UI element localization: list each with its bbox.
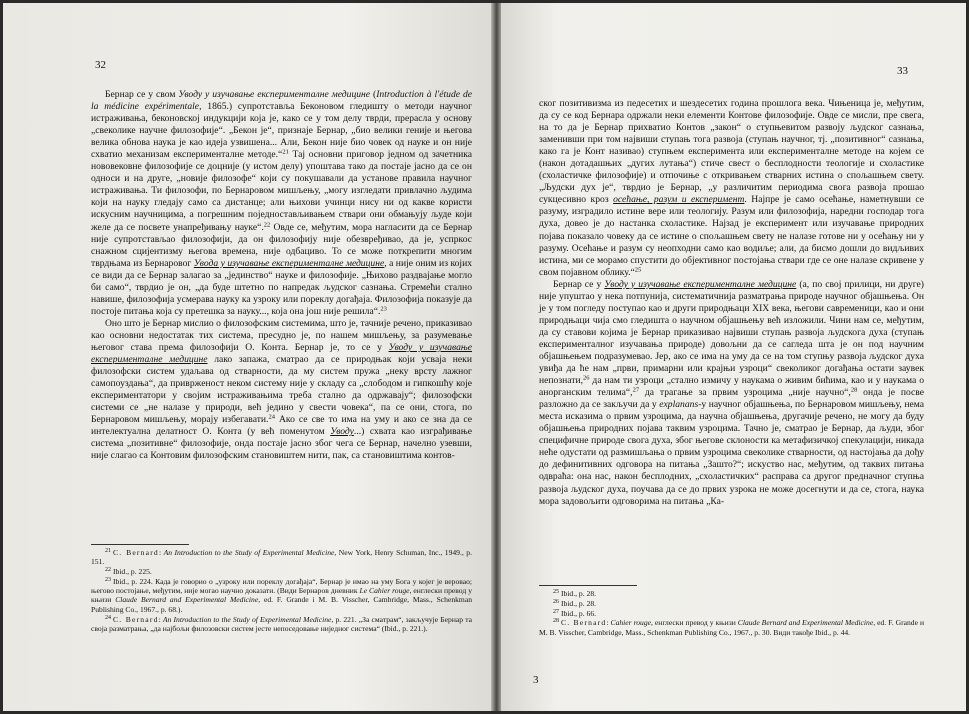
paragraph: [91, 318, 472, 463]
italic-text: explanans: [659, 399, 699, 411]
italic-text: Claude Bernard and Experimental Medicine: [737, 618, 874, 628]
text-run: лако запажа, сматрао да се природњак који усваја неки филозофски систем удаљава од стварности, да му систем пружа „неку врсту лажног самопоуздања“, да привржeност неком систему није у складу са „слободом и гипкошћу које експериментатори у својим истраживањима треба стално да одржавају“; филозофски системи се „не налазе у природи, већ једино у свести човека“, па се они, стога, по Бернаровом мишљењу, морају избегавати.: [91, 354, 472, 426]
footnote-ref: 27: [632, 386, 640, 394]
italic-text: Introduction à l'étude de la médicine expérimentale: [91, 89, 473, 113]
text-run: Ibid., p. 28.: [561, 589, 597, 598]
footnote-number: 23: [105, 576, 111, 583]
author-name: C. Bernard: [561, 618, 607, 628]
text-run: , а није оним из којих се види да се Бернар залагао за „јединство“ науке и филозофије. „Њихово раздвајање могло би само“, тврдио је он, „да буде штетно по напредак људског сазнања. Стремећи стално навише, филозофија усмерава науку ка узроку или пореклу догађаја. Филозофија показује да постоје питања која су претешка за науку..., која она још није решила“.: [91, 257, 473, 317]
page-footer-mark: 3: [533, 674, 539, 686]
italic-underlined-title: Увода у изучавање експерименталне медицине: [193, 257, 385, 269]
text-run: . Најпре је само осећање, наметнувши се разуму, изградило истине вере или теологију. Разум или филозофија, наредни господар тога духа, довео је до настанка схоластике. Најзад је експеримент или изучавање природних појава показало човеку да се истине о спољашњем свету не налазе готове ни у осећању ни у разуму. Осећање и разум су неопходни само као водиље; али, да бисмо дошли до видљивих истина, ми се морамо спустити до објективног постојања ствари где се оне налазе скривене у свом појавном облику.“: [539, 194, 925, 278]
italic-underlined-title: осећање, разум и експеримент: [613, 194, 745, 206]
left-body-text: [91, 89, 472, 462]
footnote: [539, 609, 924, 618]
text-run: , ed. F. Grande и M. B. Visscher, Cambridge, Mass., Schenkman Publishing Co., 1967., p. 30. Види такође Ibid., p. 44.: [539, 618, 925, 637]
italic-text: Cahier rouge: [610, 618, 652, 628]
page-number-right: 33: [897, 65, 908, 77]
text-run: :: [158, 548, 164, 557]
text-run: Ако се све то има на уму и ако се зна да се интелектуална делатност О. Конта (у већ поменутом: [91, 414, 472, 438]
paragraph: [539, 98, 924, 279]
text-run: -у научног објашњења, по Бернаровом мишљењу, нема места исказима о првим узроцима, да научна објашњења, другачије речено, не могу да буду објашњења природних појава таквим узроцима. Тачно је, сматрао је Бернар, да људи, због специфичне природе свога духа, због његове склоности ка метафизичкој спекулацији, никада неће одустати од размишљања о првим узроцима свеколике стварности, од настојања да дођу до дефинитивних одговора на питања „Зашто?“; искуство нас, међутим, од таквих питања одвраћа: она нас, након бесплодних, „схоластичких“ расправа са другог предначног ступња развоја људског духа, поучава да се до првих узрока не може досегнути и да се, стога, наука мора задовољити одговорима на питања „Ка-: [539, 399, 925, 507]
italic-text: Уводу у изучавање експерименталне медицине: [178, 89, 371, 100]
text-run: Ibid., p. 225.: [113, 567, 152, 577]
text-run: ...) схвата као изграђивање система „позитивне“ филозофије, онда постаје јасно због чега се Бернар, начелно узевши, није слагао са Контовим филозофским становиштем нити, пак, са становиштима контов-: [91, 426, 472, 462]
footnote: [91, 567, 472, 576]
footnote-ref: 22: [263, 221, 271, 229]
book-spread: [3, 3, 966, 711]
footnote-number: 28: [553, 618, 559, 625]
footnote: [539, 589, 924, 598]
text-run: , ed. F. Grande i M. B. Visscher, Cambridge, Mass., Schenkman Publishing Co., 1967., p. 68.).: [91, 595, 472, 614]
text-run: Бернар се у свом: [105, 89, 179, 100]
italic-text: An Introduction to the Study of Experimental Medicine: [162, 614, 332, 624]
italic-text: An Introduction to the Study of Experimental Medicine: [163, 548, 335, 557]
footnote: [539, 618, 924, 637]
text-run: , енглески превод у књизи: [651, 618, 738, 628]
right-footnotes: [539, 585, 924, 637]
footnote-ref: 21: [282, 148, 289, 156]
text-run: Тај основни приговор једном од зачетника нововековне филозофије се доцније (у истом делу) упоштава тако да постаје јасно да се он односи и на друге, „новије филозофе“ који су покушавали да установе правила научног истраживања. Ти филозофи, по Бернаровом мишљењу, „могу изгледати привлачно људима који на науку гледају само са дистанце; али њихови учинци нису ни од какве користи искусним научницима, а погрешним поједностављивањем ствари они обмањују људе који желе да се посвете унапређивању науке“.: [91, 149, 472, 233]
text-run: (а, по свој прилици, ни друге) није упуштао у нека потпунија, систематичнија разматрања природе научног објашњења. Он је у том погледу поступао као и други природњаци XIX века, његови савременици, као и они природњаци чија смо гледишта о научном објашњењу већ изложили. Чини нам се, међутим, да су ставови којима је Бернар приказивао највиши ступањ развоја људскога духа (ступањ експерименталног изучавања природе) довољни да се сагледа шта је он под научним објашњењем подразумевао. Јер, ако се има на уму да се на том ступњу развоја људског духа увиђа да ће нам „први, примарни или крајњи узроци“ свеколиког догађања остати заувек непознати,: [539, 278, 925, 387]
text-run: Ibid., p. 28.: [561, 598, 597, 608]
text-run: :: [606, 618, 611, 628]
text-run: , 1865.) супротставља Беконовом гледишту о методи научног истраживања, беконовској индукцији која је, како се у том делу тврди, прерасла у основу „свеколике научне филозофије“. „Бекон је“, признаје Бернар, „био велики геније и његова велика обнова наука је као идеја узвишена... Али, Бекон није био човек од науке и он није схватио механизам експерименталне методе.“: [91, 101, 472, 161]
page-number-left: 32: [95, 59, 106, 71]
right-body-text: [539, 98, 924, 508]
footnote-number: 21: [105, 548, 111, 554]
text-run: Оно што је Бернар мислио о филозофским системима, што је, тачније речено, приказивао као основни недостатак тих система, пресудно је, по нашем мишљењу, за разумевање његовог става према филозофији О. Конта. Бернар је, то се у: [91, 317, 472, 353]
text-run: , енглески превод у књизи: [91, 586, 473, 605]
footnote-ref: 26: [582, 374, 590, 382]
text-run: онда је посве разложно да се закључи да у: [539, 387, 924, 411]
author-name: C. Bernard: [113, 548, 159, 557]
footnote: [91, 615, 472, 634]
footnote: [91, 577, 472, 614]
text-run: Ibid., p. 224. Када је говорио о „узроку или пореклу догађаја“, Бернар је имао на уму Бога у којег је вероваo; његово постојање, међутим, није могао научно доказати. (Види Бернаров дневник: [91, 576, 472, 596]
text-run: , p. 221. „За сматрам“, закључује Бернар та своја разматрања, „да најбољи филозовски систем јесте непоседовање ниједног система“ (Ibid., p. 221.).: [91, 614, 473, 633]
text-run: , New York, Henry Schuman, Inc., 1949., p. 151.: [91, 548, 472, 567]
italic-underlined-title: Уводу: [330, 426, 354, 438]
footnote-ref: 24: [268, 413, 275, 421]
text-run: да нам ти узроци „стално измичу у наукама о живим бићима, као и у наукама о анорганским телима“,: [539, 375, 924, 399]
footnote-number: 25: [553, 589, 559, 595]
text-run: :: [158, 614, 163, 624]
right-page: [501, 3, 966, 711]
footnote: [539, 599, 924, 608]
text-run: Ibid., p. 66.: [561, 608, 597, 618]
left-page: [3, 3, 493, 711]
footnote-ref: 23: [380, 305, 387, 313]
footnote-number: 22: [105, 567, 111, 574]
paragraph: [91, 89, 472, 318]
footnote-number: 24: [105, 614, 111, 621]
footnote-rule: [539, 585, 637, 586]
text-run: Овде се, међутим, мора нагласити да се Бернар није супротстављао филозофији, да он филозофију није обезвређивао, да је, успркос снажном сцијентизму његова времена, није одбациво. То се може поткрепити многим тврдњама из Бернаровог: [91, 221, 473, 269]
italic-text: Claude Bernard and Experimental Medicine: [115, 595, 259, 605]
italic-text: Le Cahier rouge: [359, 586, 410, 596]
text-run: да трагање за првим узроцима „није научно“,: [639, 387, 851, 399]
footnote-ref: 28: [850, 386, 858, 394]
footnote-ref: 25: [634, 266, 642, 274]
text-run: ског позитивизма из педесетих и шездесетих година прошлога века. Чињеница је, међутим, да су се код Бернара одржали неки елементи Контове филозофије. Овде се мисли, пре свега, на то да је Бернар прихватио Контов „закон“ о ступњевитом развоју људског сазнања, заменивши при том највиши ступањ тога развоја (ступањ научног, тј. „позитивног“ сазнања, како га је Конт називао) ступњем експеримента или експерименталне методе на којем се (након дотадашњих „дугих лутања“) стиче свест о бесплодности теологије и схоластике (схоластичке филозофије) и отпочиње с откривањем стварних истина о спољашњем свету. „Људски дух је“, тврдио је Бернар, „у различитим периодима свога развоја прошао сукцесивно кроз: [539, 98, 924, 206]
right-footnote-list: [539, 589, 924, 637]
footnote-rule: [91, 544, 189, 545]
italic-underlined-title: Уводу у изучавање експерименталне медицине: [91, 341, 472, 366]
text-run: (: [370, 89, 377, 100]
left-footnotes: [91, 544, 472, 634]
italic-underlined-title: Уводу у изучавање експерименталне медицине: [604, 278, 797, 290]
footnote-number: 26: [553, 598, 559, 605]
paragraph: [539, 279, 924, 508]
text-run: Бернар се у: [553, 278, 605, 290]
footnote: [91, 548, 472, 567]
author-name: C. Bernard: [113, 614, 159, 624]
left-footnote-list: [91, 548, 472, 633]
footnote-number: 27: [553, 608, 559, 615]
